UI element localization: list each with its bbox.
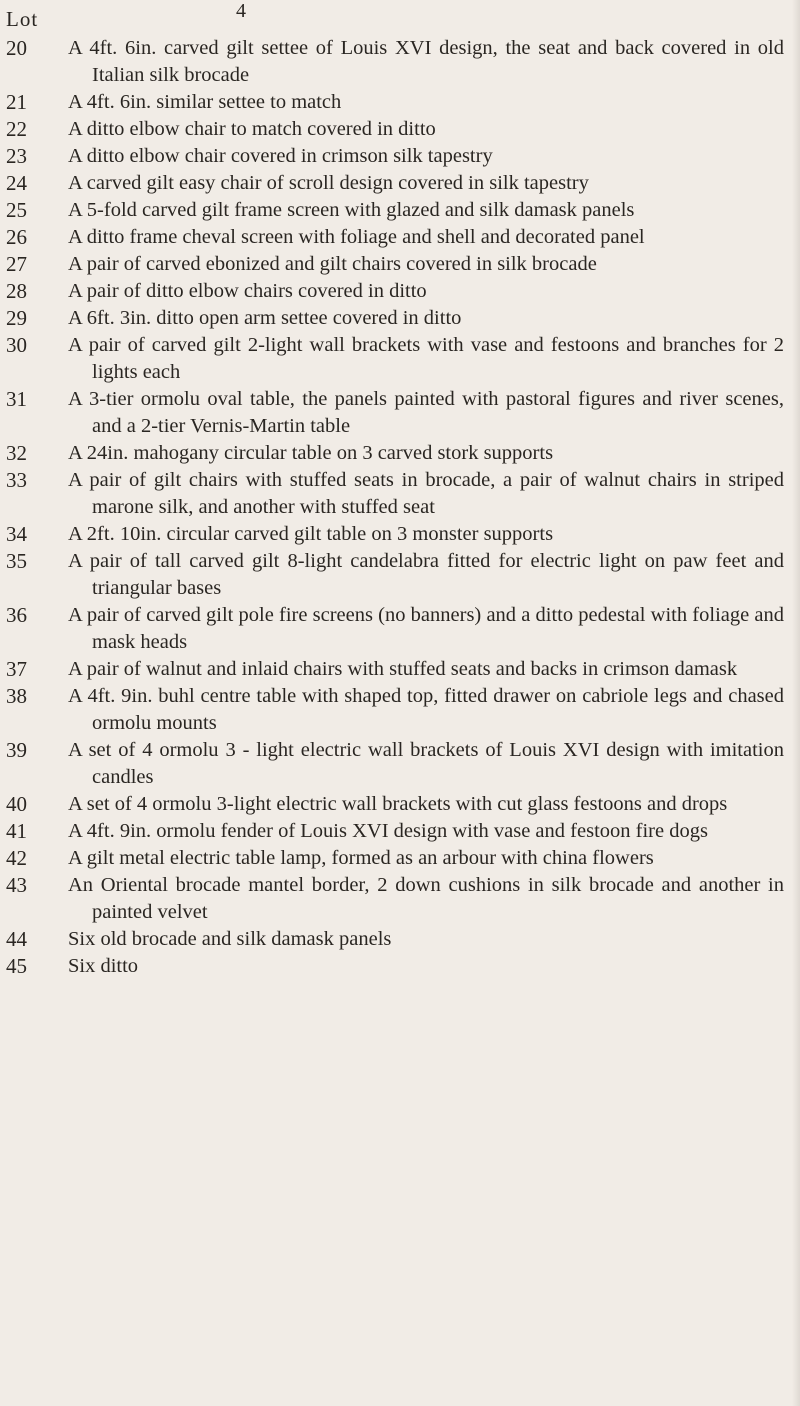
lot-number: 31 — [6, 387, 27, 411]
lot-description: A 4ft. 9in. buhl centre table with shaped top, fitted drawer on cabriole legs and chased ormolu mounts — [68, 685, 784, 734]
lot-description: A ditto elbow chair to match covered in ditto — [68, 118, 436, 140]
lot-description: A ditto frame cheval screen with foliage and shell and decorated panel — [68, 226, 645, 248]
lot-entry — [0, 845, 800, 872]
lot-entry — [0, 386, 800, 440]
lot-entry — [0, 35, 800, 89]
lot-number: 25 — [6, 198, 27, 222]
lot-entry — [0, 116, 800, 143]
lot-number: 40 — [6, 792, 27, 816]
lot-description: A 24in. mahogany circular table on 3 carved stork supports — [68, 442, 554, 464]
lot-entry — [0, 224, 800, 251]
lot-description: A pair of tall carved gilt 8-light candelabra fitted for electric light on paw feet and triangular bases — [68, 550, 784, 599]
lot-description: A carved gilt easy chair of scroll design covered in silk tapestry — [68, 172, 589, 194]
lot-entry — [0, 305, 800, 332]
lot-description: A gilt metal electric table lamp, formed as an arbour with china flowers — [68, 847, 654, 869]
lot-number: 45 — [6, 954, 27, 978]
lot-number: 33 — [6, 468, 27, 492]
lot-entry — [0, 953, 800, 980]
lot-number: 42 — [6, 846, 27, 870]
lot-number: 30 — [6, 333, 27, 357]
lot-entry — [0, 278, 800, 305]
lot-number: 22 — [6, 117, 27, 141]
lot-number: 32 — [6, 441, 27, 465]
lot-number: 20 — [6, 36, 27, 60]
lot-entry — [0, 197, 800, 224]
lot-number: 26 — [6, 225, 27, 249]
lot-entry — [0, 440, 800, 467]
lot-number: 34 — [6, 522, 27, 546]
lot-description: A pair of ditto elbow chairs covered in ditto — [68, 280, 427, 302]
lot-description: A 3-tier ormolu oval table, the panels painted with pastoral figures and river scenes, and a 2-tier Vernis-Martin table — [68, 388, 784, 437]
lot-number: 35 — [6, 549, 27, 573]
lot-number: 21 — [6, 90, 27, 114]
lot-description: A 6ft. 3in. ditto open arm settee covered in ditto — [68, 307, 462, 329]
lot-entry — [0, 872, 800, 926]
lot-description: A pair of walnut and inlaid chairs with stuffed seats and backs in crimson damask — [68, 658, 738, 680]
lot-description: A pair of carved gilt 2-light wall brackets with vase and festoons and branches for 2 lights each — [68, 334, 784, 383]
lot-entry — [0, 521, 800, 548]
lot-description: A set of 4 ormolu 3-light electric wall brackets with cut glass festoons and drops — [68, 793, 728, 815]
lot-entry — [0, 89, 800, 116]
lot-number: 23 — [6, 144, 27, 168]
lot-number: 39 — [6, 738, 27, 762]
lot-number: 27 — [6, 252, 27, 276]
lot-number: 28 — [6, 279, 27, 303]
lot-description: Six old brocade and silk damask panels — [68, 928, 392, 950]
lot-description: A set of 4 ormolu 3 - light electric wall brackets of Louis XVI design with imitation candles — [68, 739, 784, 788]
lot-entry — [0, 737, 800, 791]
lot-entry — [0, 656, 800, 683]
lot-entry — [0, 683, 800, 737]
lot-description: A 4ft. 6in. similar settee to match — [68, 91, 342, 113]
lot-description: An Oriental brocade mantel border, 2 down cushions in silk brocade and another in painted velvet — [68, 874, 784, 923]
lot-number: 43 — [6, 873, 27, 897]
lot-description: Six ditto — [68, 955, 139, 977]
lot-entry — [0, 467, 800, 521]
lot-entry — [0, 926, 800, 953]
page-number: 4 — [236, 0, 246, 22]
lot-description: A 2ft. 10in. circular carved gilt table on 3 monster supports — [68, 523, 554, 545]
lot-number: 37 — [6, 657, 27, 681]
lot-description: A ditto elbow chair covered in crimson silk tapestry — [68, 145, 493, 167]
lot-description: A pair of carved gilt pole fire screens (no banners) and a ditto pedestal with foliage and mask heads — [68, 604, 784, 653]
lot-number: 36 — [6, 603, 27, 627]
lot-description: A pair of gilt chairs with stuffed seats in brocade, a pair of walnut chairs in striped marone silk, and another with stuffed seat — [68, 469, 784, 518]
page-edge-shadow — [792, 0, 800, 1406]
lot-number: 29 — [6, 306, 27, 330]
lot-number: 24 — [6, 171, 27, 195]
lot-entry — [0, 170, 800, 197]
lot-entry — [0, 332, 800, 386]
lot-description: A pair of carved ebonized and gilt chairs covered in silk brocade — [68, 253, 597, 275]
lot-entry — [0, 251, 800, 278]
lot-entry — [0, 143, 800, 170]
lot-entry — [0, 548, 800, 602]
lot-entry — [0, 602, 800, 656]
lot-entry — [0, 818, 800, 845]
lot-entry — [0, 791, 800, 818]
lot-description: A 4ft. 9in. ormolu fender of Louis XVI design with vase and festoon fire dogs — [68, 820, 708, 842]
lot-list — [0, 35, 800, 980]
lot-description: A 5-fold carved gilt frame screen with glazed and silk damask panels — [68, 199, 635, 221]
lot-number: 41 — [6, 819, 27, 843]
lot-number: 38 — [6, 684, 27, 708]
lot-description: A 4ft. 6in. carved gilt settee of Louis XVI design, the seat and back covered in old Italian silk brocade — [68, 37, 784, 86]
lot-number: 44 — [6, 927, 27, 951]
lot-column-header: Lot — [6, 7, 39, 31]
